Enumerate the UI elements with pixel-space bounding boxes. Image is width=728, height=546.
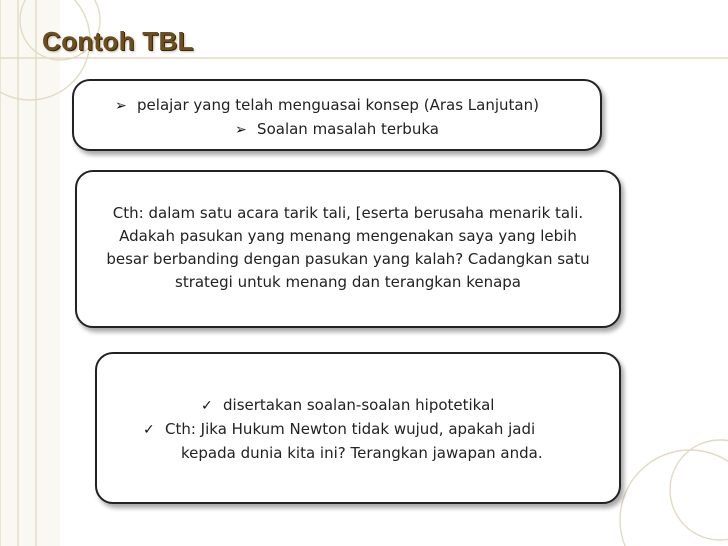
- arrow-bullet-icon: ➢: [115, 98, 127, 114]
- slide-title: Contoh TBL: [42, 26, 194, 56]
- bullet-text: pelajar yang telah menguasai konsep (Aras Lanjutan): [137, 96, 539, 114]
- bullet-text: Cth: Jika Hukum Newton tidak wujud, apakah jadi: [165, 420, 536, 438]
- checkmark-bullet-icon: ✓: [201, 398, 213, 414]
- bullet-item: [74, 118, 600, 142]
- text-line: strategi untuk menang dan terangkan kenapa: [175, 273, 521, 291]
- content-box-3: [95, 352, 621, 504]
- bullet-text: Soalan masalah terbuka: [257, 120, 439, 138]
- bullet-item: [97, 418, 619, 442]
- checkmark-bullet-icon: ✓: [143, 422, 155, 438]
- content-box-1: [72, 79, 602, 151]
- text-line: Cth: dalam satu acara tarik tali, [eserta berusaha menarik tali.: [112, 204, 584, 222]
- text-line: besar berbanding dengan pasukan yang kalah? Cadangkan satu: [106, 250, 590, 268]
- content-box-2: [75, 170, 621, 328]
- bullet-text: disertakan soalan-soalan hipotetikal: [223, 396, 495, 414]
- arrow-bullet-icon: ➢: [235, 122, 247, 138]
- bullet-continuation: kepada dunia kita ini? Terangkan jawapan anda.: [181, 444, 543, 462]
- bullet-item: [54, 94, 600, 118]
- bullet-item: [97, 394, 619, 418]
- text-line: Adakah pasukan yang menang mengenakan saya yang lebih: [119, 227, 577, 245]
